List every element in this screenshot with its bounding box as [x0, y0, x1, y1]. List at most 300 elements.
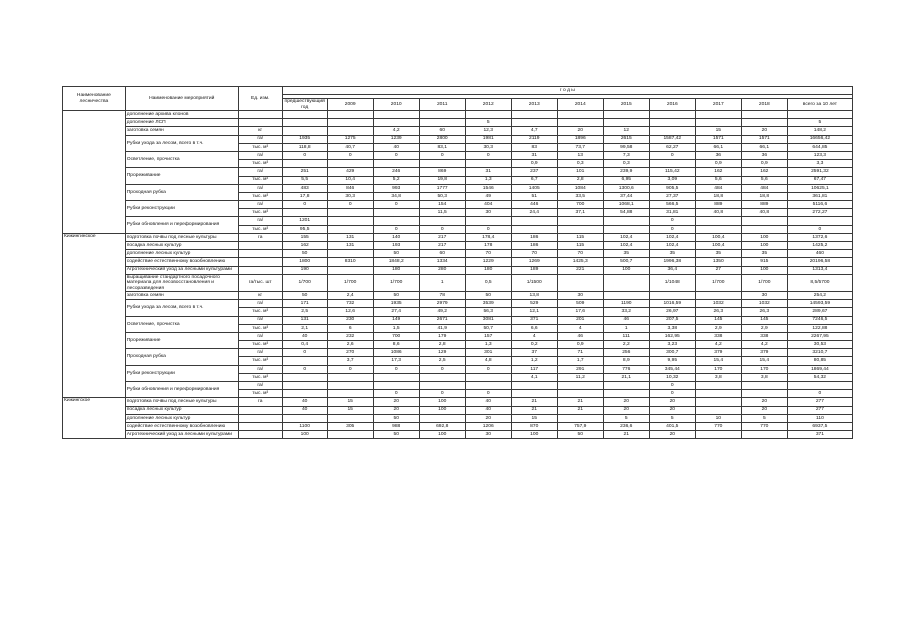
prev-year-value: 1/700: [282, 274, 327, 291]
total-value: 1372,6: [787, 233, 852, 241]
table-row: [63, 127, 853, 135]
year-value: 232: [327, 332, 373, 340]
total-value: 5: [787, 119, 852, 127]
table-row: [63, 201, 853, 209]
unit-cell: тыс. м³: [238, 209, 282, 217]
year-value: 0: [465, 151, 511, 159]
header-years-title: г о д ы: [282, 87, 852, 95]
unit-cell: [238, 111, 282, 119]
year-value: 484: [741, 184, 787, 192]
header-row-top: [63, 87, 853, 95]
year-value: [327, 225, 373, 233]
year-value: 115: [557, 233, 603, 241]
total-value: 110: [787, 414, 852, 422]
unit-cell: га/: [238, 382, 282, 390]
year-value: 50: [373, 250, 419, 258]
year-value: 50,7: [465, 324, 511, 332]
year-value: 1239: [373, 135, 419, 143]
year-value: [511, 111, 557, 119]
year-value: [557, 274, 603, 291]
year-value: 0: [649, 382, 695, 390]
prev-year-value: 118,8: [282, 143, 327, 151]
year-value: 17,3: [373, 357, 419, 365]
year-value: 905,5: [649, 184, 695, 192]
year-value: 300,7: [649, 349, 695, 357]
year-value: 338: [695, 332, 741, 340]
total-value: 7246,5: [787, 316, 852, 324]
year-value: 5: [741, 414, 787, 422]
year-value: 0,9: [557, 341, 603, 349]
total-value: [787, 111, 852, 119]
year-value: 149: [373, 316, 419, 324]
unit-cell: тыс. м³: [238, 176, 282, 184]
header-year: 2014: [557, 99, 603, 111]
year-value: 1896: [557, 135, 603, 143]
activity-name: заготовка семян: [125, 291, 238, 299]
total-value: 123,3: [787, 151, 852, 159]
year-value: 6: [327, 324, 373, 332]
year-value: 37,44: [603, 192, 649, 200]
year-value: 193: [373, 242, 419, 250]
year-value: 36: [695, 151, 741, 159]
unit-cell: кг: [238, 291, 282, 299]
year-value: [373, 382, 419, 390]
year-value: 4,8: [465, 357, 511, 365]
unit-cell: тыс. м³: [238, 192, 282, 200]
year-value: 4: [511, 332, 557, 340]
unit-cell: тыс. м³: [238, 225, 282, 233]
year-value: 100: [741, 242, 787, 250]
year-value: [327, 111, 373, 119]
year-value: 201: [557, 316, 603, 324]
prev-year-value: 1800: [282, 258, 327, 266]
year-value: 170: [741, 365, 787, 373]
activity-name: содействие естественному возобновлению: [125, 258, 238, 266]
year-value: 0: [465, 365, 511, 373]
year-value: 2,8: [419, 341, 465, 349]
activity-name: заготовка семян: [125, 127, 238, 135]
year-value: 40,7: [327, 143, 373, 151]
table-row: [63, 382, 853, 390]
prev-year-value: 5,5: [282, 176, 327, 184]
header-year: 2013: [511, 99, 557, 111]
year-value: [649, 291, 695, 299]
unit-cell: [238, 431, 282, 439]
year-value: 20: [741, 406, 787, 414]
year-value: 21: [511, 406, 557, 414]
activity-name: Проходная рубка: [125, 349, 238, 365]
year-value: 34,8: [373, 192, 419, 200]
year-value: 484: [695, 184, 741, 192]
year-value: 15: [511, 414, 557, 422]
year-value: 4,7: [511, 127, 557, 135]
prev-year-value: 155: [282, 233, 327, 241]
prev-year-value: 40: [282, 332, 327, 340]
year-value: 101: [557, 168, 603, 176]
year-value: 509: [557, 300, 603, 308]
year-value: 0,3: [603, 160, 649, 168]
total-value: 16656,42: [787, 135, 852, 143]
activity-name: Прореживание: [125, 168, 238, 184]
year-value: 529: [511, 300, 557, 308]
year-value: 31,81: [649, 209, 695, 217]
year-value: 246: [373, 168, 419, 176]
year-value: 2,9: [695, 324, 741, 332]
year-value: 915: [741, 258, 787, 266]
year-value: 1848,2: [373, 258, 419, 266]
year-value: [419, 217, 465, 225]
prev-year-value: [282, 119, 327, 127]
year-value: 0: [465, 390, 511, 398]
table-row: [63, 406, 853, 414]
year-value: 0,9: [695, 160, 741, 168]
unit-cell: га: [238, 233, 282, 241]
year-value: [741, 225, 787, 233]
forestry-name: Кижингское: [63, 398, 126, 439]
total-value: 3,3: [787, 160, 852, 168]
year-value: 15: [327, 398, 373, 406]
year-value: 40,8: [741, 209, 787, 217]
prev-year-value: 162: [282, 242, 327, 250]
year-value: [419, 111, 465, 119]
year-value: 46: [603, 316, 649, 324]
activity-name: Рубки реконструкции: [125, 365, 238, 381]
total-value: 30,53: [787, 341, 852, 349]
year-value: 30,3: [465, 143, 511, 151]
year-value: 1996,38: [649, 258, 695, 266]
year-value: 33,5: [557, 192, 603, 200]
total-value: 0: [787, 225, 852, 233]
year-value: 40: [373, 143, 419, 151]
prev-year-value: 40: [282, 398, 327, 406]
year-value: 5,2: [373, 176, 419, 184]
year-value: 291: [557, 365, 603, 373]
year-value: 66,1: [695, 143, 741, 151]
total-value: 80,85: [787, 357, 852, 365]
year-value: 0,3: [557, 160, 603, 168]
table-row: [63, 184, 853, 192]
year-value: [695, 217, 741, 225]
year-value: [511, 225, 557, 233]
activity-name: подготовка почвы под лесные культуры: [125, 233, 238, 241]
year-value: 36,4: [649, 266, 695, 274]
total-value: 3210,7: [787, 349, 852, 357]
year-value: [327, 266, 373, 274]
year-value: 62,27: [649, 143, 695, 151]
unit-cell: тыс. м³: [238, 324, 282, 332]
year-value: 700: [557, 201, 603, 209]
year-value: 54,88: [603, 209, 649, 217]
year-value: 13,8: [511, 291, 557, 299]
year-value: 12,1: [511, 308, 557, 316]
activity-name: Агротехнический уход за лесными культурами: [125, 266, 238, 274]
year-value: 31: [465, 168, 511, 176]
year-value: 70: [557, 250, 603, 258]
unit-cell: [238, 266, 282, 274]
year-value: 379: [695, 349, 741, 357]
year-value: 21: [557, 398, 603, 406]
year-value: 0: [373, 390, 419, 398]
year-value: 50: [373, 431, 419, 439]
year-value: 500,7: [603, 258, 649, 266]
table-row: [63, 274, 853, 291]
year-value: 4,2: [695, 341, 741, 349]
year-value: 0: [373, 225, 419, 233]
table-row: [63, 111, 853, 119]
year-value: 0: [373, 201, 419, 209]
year-value: [465, 111, 511, 119]
year-value: 179: [419, 332, 465, 340]
year-value: 0: [373, 365, 419, 373]
year-value: 1334: [419, 258, 465, 266]
prev-year-value: 251: [282, 168, 327, 176]
year-value: 18,8: [741, 192, 787, 200]
year-value: 3539: [465, 300, 511, 308]
year-value: [327, 209, 373, 217]
year-value: [511, 382, 557, 390]
header-unit: Ед. изм.: [238, 87, 282, 111]
year-value: 429: [327, 168, 373, 176]
year-value: 3,8: [741, 373, 787, 381]
forest-activities-table: [62, 86, 853, 439]
table-row: [63, 414, 853, 422]
year-value: 846: [327, 184, 373, 192]
unit-cell: га/: [238, 151, 282, 159]
year-value: [695, 406, 741, 414]
year-value: 1032: [741, 300, 787, 308]
year-value: 20: [649, 398, 695, 406]
year-value: 869: [419, 168, 465, 176]
year-value: 49: [465, 192, 511, 200]
year-value: 15: [327, 406, 373, 414]
year-value: 40: [465, 398, 511, 406]
year-value: [603, 382, 649, 390]
header-prev-year: предшествующий год: [282, 99, 327, 111]
activity-name: подготовка почвы под лесные культуры: [125, 398, 238, 406]
year-value: 26,97: [649, 308, 695, 316]
year-value: 83,1: [419, 143, 465, 151]
year-value: [373, 111, 419, 119]
year-value: 237: [511, 168, 557, 176]
year-value: 20: [603, 398, 649, 406]
unit-cell: [238, 242, 282, 250]
year-value: 49,2: [419, 308, 465, 316]
year-value: 115: [557, 242, 603, 250]
year-value: 8310: [327, 258, 373, 266]
year-value: 2119: [511, 135, 557, 143]
year-value: 1084: [557, 184, 603, 192]
year-value: [603, 217, 649, 225]
year-value: 0: [465, 225, 511, 233]
year-value: 0,2: [511, 341, 557, 349]
unit-cell: га/: [238, 201, 282, 209]
year-value: 1546: [465, 184, 511, 192]
activity-name: Рубки обновления и переформирования: [125, 217, 238, 233]
document-sheet: [62, 86, 853, 439]
year-value: [327, 390, 373, 398]
unit-cell: га/: [238, 332, 282, 340]
total-value: 371: [787, 431, 852, 439]
year-value: 117: [511, 365, 557, 373]
year-value: 100: [511, 431, 557, 439]
year-value: 115,42: [649, 168, 695, 176]
year-value: 30: [465, 209, 511, 217]
year-value: 1032: [695, 300, 741, 308]
year-value: 1,3: [465, 176, 511, 184]
year-value: 776: [603, 365, 649, 373]
year-value: 5: [649, 414, 695, 422]
year-value: 10,4: [327, 176, 373, 184]
year-value: [741, 111, 787, 119]
total-value: [787, 382, 852, 390]
prev-year-value: 190: [282, 266, 327, 274]
year-value: 1/700: [695, 274, 741, 291]
unit-cell: тыс. м³: [238, 373, 282, 381]
year-value: 154: [419, 201, 465, 209]
unit-cell: га/: [238, 168, 282, 176]
year-value: 20: [649, 431, 695, 439]
year-value: 0: [419, 225, 465, 233]
year-value: 10: [695, 414, 741, 422]
year-value: [695, 225, 741, 233]
unit-cell: тыс. м³: [238, 341, 282, 349]
year-value: 1190: [603, 300, 649, 308]
year-value: 700: [373, 332, 419, 340]
prev-year-value: [282, 373, 327, 381]
year-value: [649, 127, 695, 135]
year-value: 15,4: [695, 357, 741, 365]
year-value: 40,8: [695, 209, 741, 217]
total-value: 0: [787, 390, 852, 398]
year-value: [327, 217, 373, 225]
year-value: [557, 119, 603, 127]
year-value: 1,7: [557, 357, 603, 365]
year-value: 1981: [465, 135, 511, 143]
year-value: 35: [649, 250, 695, 258]
year-value: 162,95: [649, 332, 695, 340]
year-value: 3,09: [649, 176, 695, 184]
year-value: 1275: [327, 135, 373, 143]
activity-name: дополнение лесных культур: [125, 250, 238, 258]
year-value: 2,5: [419, 357, 465, 365]
year-value: 446: [511, 201, 557, 209]
year-value: 404: [465, 201, 511, 209]
year-value: 12: [603, 127, 649, 135]
year-value: 1571: [741, 135, 787, 143]
header-activity: Наименование мероприятий: [125, 87, 238, 111]
year-value: 78: [419, 291, 465, 299]
year-value: 83: [511, 143, 557, 151]
year-value: [419, 160, 465, 168]
year-value: 12,3: [465, 127, 511, 135]
year-value: [741, 217, 787, 225]
year-value: 9,95: [649, 357, 695, 365]
unit-cell: га/: [238, 365, 282, 373]
year-value: 186: [511, 242, 557, 250]
activity-name: посадка лесных культур: [125, 242, 238, 250]
activity-name: выращивание стандартного посадочного материала для лесовосстановления и лесоразведения: [125, 274, 238, 291]
header-year: 2010: [373, 99, 419, 111]
unit-cell: га/: [238, 349, 282, 357]
year-value: [695, 398, 741, 406]
year-value: 0: [419, 151, 465, 159]
year-value: [511, 119, 557, 127]
prev-year-value: [282, 357, 327, 365]
table-row: [63, 242, 853, 250]
year-value: 20: [465, 414, 511, 422]
year-value: 71: [557, 349, 603, 357]
year-value: 1/700: [327, 274, 373, 291]
year-value: 0,5: [465, 274, 511, 291]
unit-cell: [238, 406, 282, 414]
year-value: 162: [741, 168, 787, 176]
year-value: 46: [557, 332, 603, 340]
header-total: всего за 10 лет: [787, 99, 852, 111]
year-value: [695, 390, 741, 398]
year-value: 1269: [511, 258, 557, 266]
year-value: [327, 160, 373, 168]
header-year: 2012: [465, 99, 511, 111]
prev-year-value: 17,8: [282, 192, 327, 200]
year-value: 757,9: [557, 422, 603, 430]
year-value: 13: [557, 151, 603, 159]
year-value: 20: [557, 127, 603, 135]
year-value: 692,8: [419, 422, 465, 430]
year-value: 1935: [373, 300, 419, 308]
year-value: 0: [649, 217, 695, 225]
year-value: 145: [741, 316, 787, 324]
forestry-name: Кижингинское: [63, 233, 126, 398]
total-value: 2267,95: [787, 332, 852, 340]
year-value: 0: [419, 365, 465, 373]
year-value: [649, 160, 695, 168]
prev-year-value: 131: [282, 316, 327, 324]
year-value: 100,4: [695, 242, 741, 250]
year-value: 221: [557, 266, 603, 274]
header-year: 2015: [603, 99, 649, 111]
year-value: 230: [327, 316, 373, 324]
activity-name: Осветление, прочистка: [125, 151, 238, 167]
year-value: 102,4: [649, 242, 695, 250]
year-value: 1300,6: [603, 184, 649, 192]
year-value: [557, 225, 603, 233]
year-value: 1350: [695, 258, 741, 266]
year-value: [603, 390, 649, 398]
year-value: 566,5: [649, 201, 695, 209]
total-value: 460: [787, 250, 852, 258]
year-value: 4,2: [373, 127, 419, 135]
total-value: 254,2: [787, 291, 852, 299]
year-value: 20: [373, 406, 419, 414]
unit-cell: тыс. м³: [238, 390, 282, 398]
year-value: 20: [741, 398, 787, 406]
year-value: 889: [695, 201, 741, 209]
year-value: [741, 119, 787, 127]
total-value: [787, 217, 852, 225]
year-value: 37,1: [557, 209, 603, 217]
unit-cell: тыс. м³: [238, 357, 282, 365]
year-value: 305: [327, 422, 373, 430]
year-value: 217: [419, 242, 465, 250]
year-value: [649, 119, 695, 127]
table-row: [63, 300, 853, 308]
year-value: 178: [465, 242, 511, 250]
year-value: 21: [603, 431, 649, 439]
year-value: 30: [741, 291, 787, 299]
year-value: 988: [373, 422, 419, 430]
year-value: 401,5: [649, 422, 695, 430]
unit-cell: кг: [238, 127, 282, 135]
